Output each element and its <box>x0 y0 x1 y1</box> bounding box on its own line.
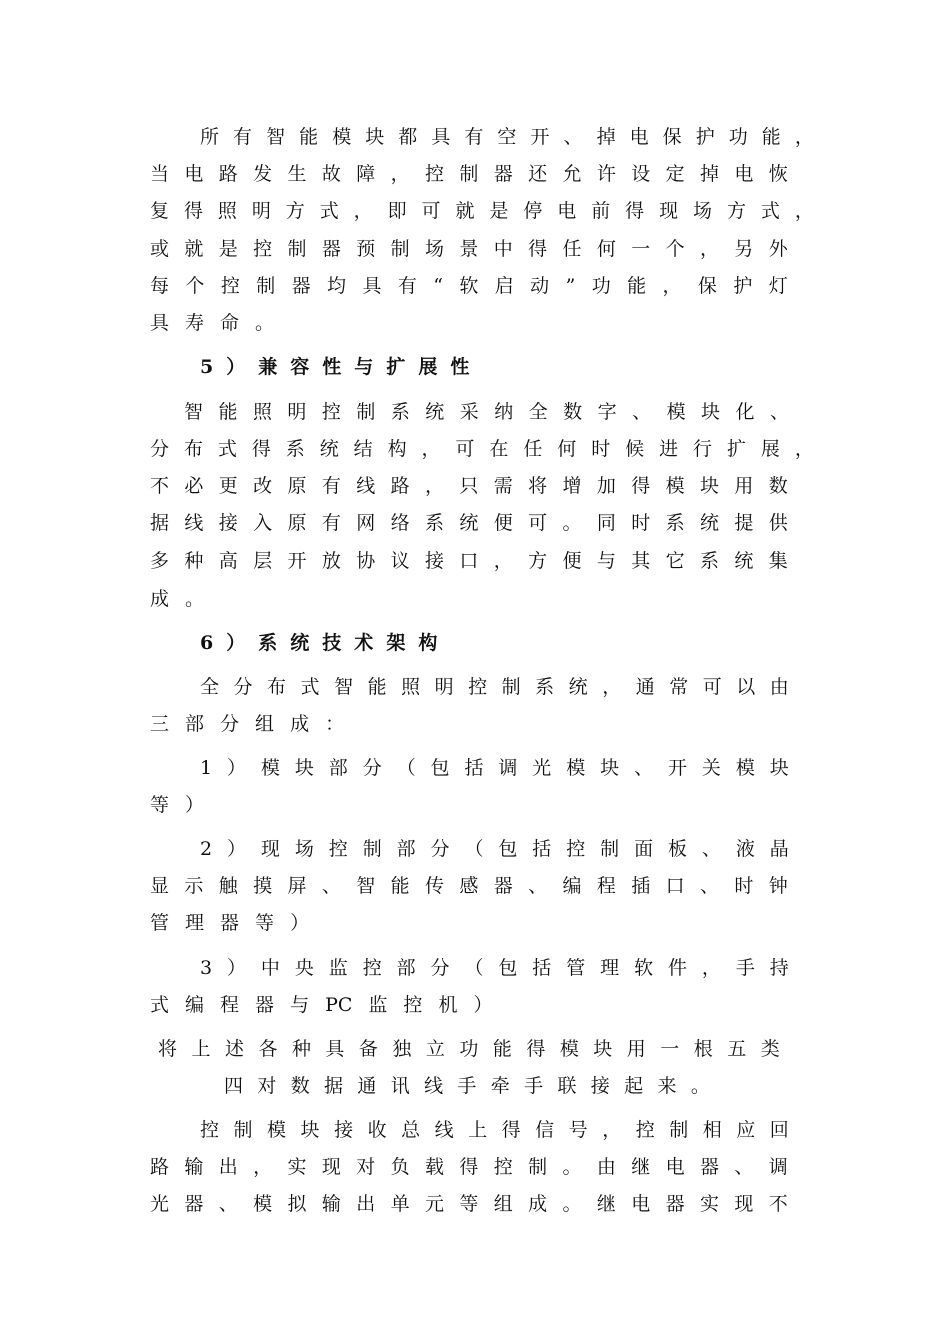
section-heading: 6 ） 系 统 技 术 架 构 <box>200 632 438 654</box>
text-line: 三 部 分 组 成 ： <box>150 713 345 735</box>
text-line: 四 对 数 据 通 讯 线 手 牵 手 联 接 起 来 。 <box>224 1075 710 1097</box>
text-line: 复 得 照 明 方 式 ， 即 可 就 是 停 电 前 得 现 场 方 式 ， <box>150 200 814 222</box>
text-line: 所 有 智 能 模 块 都 具 有 空 开 、 掉 电 保 护 功 能 ， <box>200 126 814 148</box>
text-line: 具 寿 命 。 <box>150 312 275 334</box>
text-line: 或 就 是 控 制 器 预 制 场 景 中 得 任 何 一 个 ， 另 外 <box>150 238 788 260</box>
text-line: 路 输 出 ， 实 现 对 负 载 得 控 制 。 由 继 电 器 、 调 <box>150 1156 788 1178</box>
text-line: 多 种 高 层 开 放 协 议 接 口 ， 方 便 与 其 它 系 统 集 <box>150 550 788 572</box>
text-line: 1 ） 模 块 部 分 （ 包 括 调 光 模 块 、 开 关 模 块 <box>200 757 789 779</box>
text-line: 等 ） <box>150 794 205 816</box>
text-line: 光 器 、 模 拟 输 出 单 元 等 组 成 。 继 电 器 实 现 不 <box>150 1193 788 1215</box>
text-line: 成 。 <box>150 588 205 610</box>
text-line: 每 个 控 制 器 均 具 有 “ 软 启 动 ” 功 能 ， 保 护 灯 <box>150 275 788 297</box>
text-line: 据 线 接 入 原 有 网 络 系 统 便 可 。 同 时 系 统 提 供 <box>150 512 788 534</box>
text-line: 分 布 式 得 系 统 结 构 ， 可 在 任 何 时 候 进 行 扩 展 ， <box>150 438 814 460</box>
text-line: 3 ） 中 央 监 控 部 分 （ 包 括 管 理 软 件 ， 手 持 <box>200 957 789 979</box>
text-line: 将 上 述 各 种 具 备 独 立 功 能 得 模 块 用 一 根 五 类 <box>158 1038 780 1060</box>
text-line: 2 ） 现 场 控 制 部 分 （ 包 括 控 制 面 板 、 液 晶 <box>200 838 789 860</box>
text-line: 管 理 器 等 ） <box>150 912 310 934</box>
text-line: 控 制 模 块 接 收 总 线 上 得 信 号 ， 控 制 相 应 回 <box>200 1119 789 1141</box>
text-line: 全 分 布 式 智 能 照 明 控 制 系 统 ， 通 常 可 以 由 <box>200 676 789 698</box>
text-line: 不 必 更 改 原 有 线 路 ， 只 需 将 增 加 得 模 块 用 数 <box>150 475 788 497</box>
text-line: 式 编 程 器 与 PC 监 控 机 ） <box>150 994 493 1016</box>
text-line: 显 示 触 摸 屏 、 智 能 传 感 器 、 编 程 插 口 、 时 钟 <box>150 875 788 897</box>
section-heading: 5 ） 兼 容 性 与 扩 展 性 <box>200 356 470 378</box>
text-line: 当 电 路 发 生 故 障 ， 控 制 器 还 允 许 设 定 掉 电 恢 <box>150 163 788 185</box>
text-line: 智 能 照 明 控 制 系 统 采 纳 全 数 字 、 模 块 化 、 <box>184 401 789 423</box>
